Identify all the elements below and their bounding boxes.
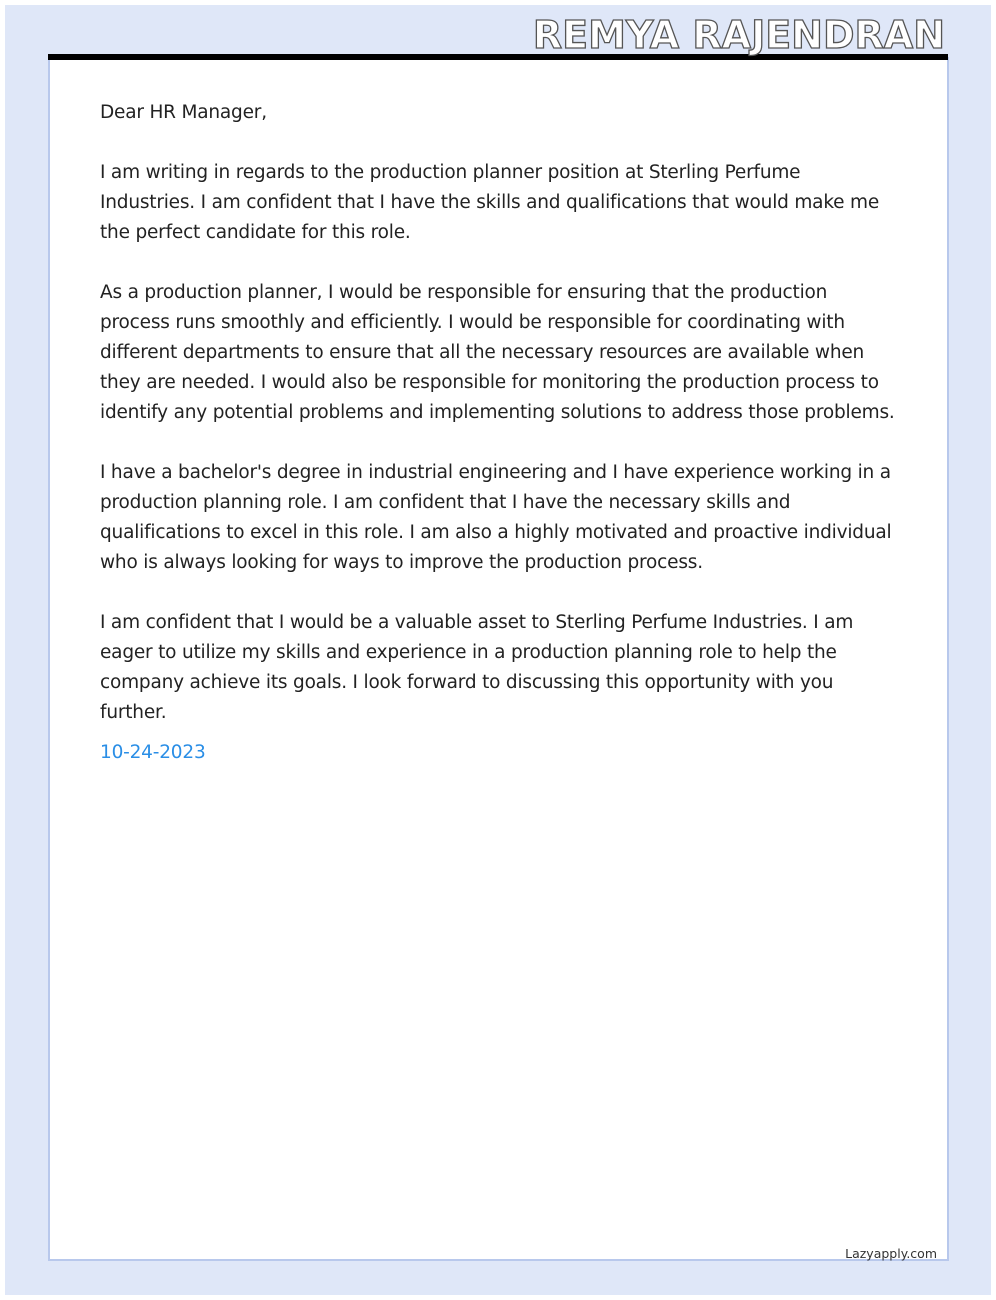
footer-brand: Lazyapply.com [845,1246,937,1261]
applicant-name: REMYA RAJENDRAN [532,13,945,57]
salutation: Dear HR Manager, [100,102,267,123]
letter-paragraph: I am confident that I would be a valuable asset to Sterling Perfume Industries. I am eager to utilize my skills and experience in a production planning role to help the company achieve its goals. I look forward to discussing this opportunity with you further. [100,612,854,723]
letter-body [100,98,900,768]
letter-date: 10-24-2023 [100,742,206,763]
letter-paragraph: I have a bachelor's degree in industrial engineering and I have experience working in a production planning role. I am confident that I have the necessary skills and qualifications to excel in this role. I am also a highly motivated and proactive individual who is always looking for ways to improve the production process. [100,462,892,573]
letter-paragraph: As a production planner, I would be responsible for ensuring that the production process runs smoothly and efficiently. I would be responsible for coordinating with different departments to ensure that all the necessary resources are available when they are needed. I would also be responsible for monitoring the production process to identify any potential problems and implementing solutions to address those problems. [100,282,895,423]
letter-paragraph: I am writing in regards to the production planner position at Sterling Perfume Industries. I am confident that I have the skills and qualifications that would make me the perfect candidate for this role. [100,162,880,243]
